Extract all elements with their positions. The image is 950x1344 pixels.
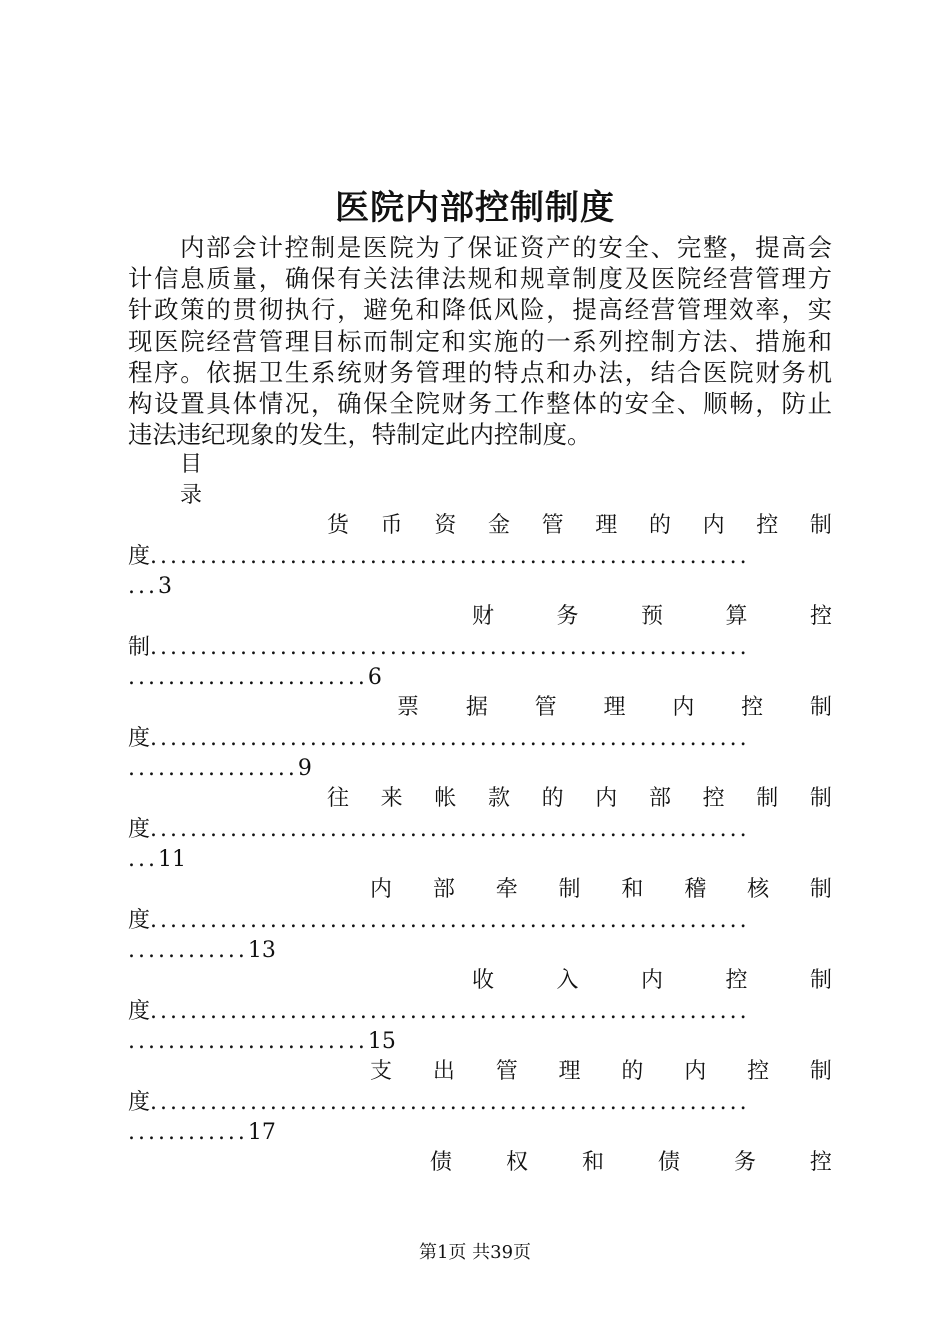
page-footer: 第1页 共39页 — [418, 1242, 532, 1263]
toc-page-number: 11 — [157, 847, 186, 872]
toc-entry-title: 支 出 管 理 的 内 控 制 — [370, 1059, 832, 1084]
toc-entry-leader: 度............................................................ — [128, 544, 750, 569]
intro-line: 违法违纪现象的发生，特制定此内控制度。 — [128, 420, 592, 450]
toc-entry-last-char: 度 — [128, 726, 151, 751]
document-title: 医院内部控制制度 — [335, 188, 615, 228]
toc-entry-leader: 度............................................................ — [128, 999, 750, 1024]
toc-entry-page: ...3 — [128, 574, 172, 599]
toc-entry-page: ............17 — [128, 1120, 276, 1145]
intro-line: 计信息质量，确保有关法律法规和规章制度及医院经营管理方 — [128, 264, 832, 294]
toc-entry-title: 票 据 管 理 内 控 制 — [397, 695, 832, 720]
toc-entry-title: 货 币 资 金 管 理 的 内 控 制 — [327, 513, 832, 538]
toc-entry[interactable] — [128, 1147, 832, 1238]
toc-entry-page: ........................15 — [128, 1029, 396, 1054]
toc-entry-leader: 度............................................................ — [128, 817, 750, 842]
toc-heading-char: 录 — [180, 483, 203, 508]
toc-entry-leader: 度............................................................ — [128, 908, 750, 933]
toc-entry-last-char: 度 — [128, 908, 151, 933]
toc-entry[interactable] — [128, 692, 832, 783]
toc-page-number: 15 — [367, 1029, 396, 1054]
toc-page-number: 13 — [247, 938, 276, 963]
toc-entry-last-char: 度 — [128, 1090, 151, 1115]
toc-entry-page: ........................6 — [128, 665, 382, 690]
toc-entry-page: ............13 — [128, 938, 276, 963]
toc-page-number: 6 — [367, 665, 382, 690]
toc-entry-title: 往 来 帐 款 的 内 部 控 制 制 — [327, 786, 832, 811]
intro-line: 现医院经营管理目标而制定和实施的一系列控制方法、措施和 — [128, 326, 832, 356]
toc-entry-last-char: 度 — [128, 544, 151, 569]
toc-heading-char: 目 — [180, 452, 203, 477]
intro-line: 内部会计控制是医院为了保证资产的安全、完整，提高会 — [180, 233, 832, 262]
toc-page-number: 3 — [157, 574, 172, 599]
toc-page-number: 17 — [247, 1120, 276, 1145]
toc-entry-page: .................9 — [128, 756, 312, 781]
toc-entry-last-char: 制 — [128, 635, 151, 660]
toc-entry[interactable] — [128, 783, 832, 874]
toc-entry-last-char: 度 — [128, 817, 151, 842]
intro-paragraph — [128, 232, 832, 450]
toc-entry-leader: 度............................................................ — [128, 726, 750, 751]
toc-entry-title: 财 务 预 算 控 — [472, 604, 832, 629]
intro-line: 程序。依据卫生系统财务管理的特点和办法，结合医院财务机 — [128, 357, 832, 387]
table-of-contents — [128, 510, 832, 1238]
intro-line: 针政策的贯彻执行，避免和降低风险，提高经营管理效率，实 — [128, 295, 832, 325]
toc-entry[interactable] — [128, 965, 832, 1056]
toc-page-number: 9 — [297, 756, 312, 781]
toc-entry[interactable] — [128, 874, 832, 965]
toc-entry[interactable] — [128, 1056, 832, 1147]
toc-entry-leader: 度............................................................ — [128, 1090, 750, 1115]
toc-entry-page: ...11 — [128, 847, 186, 872]
toc-entry-leader: 制............................................................ — [128, 635, 750, 660]
toc-entry-title: 内 部 牵 制 和 稽 核 制 — [370, 877, 832, 902]
toc-entry-title: 收 入 内 控 制 — [472, 968, 832, 993]
intro-line: 构设置具体情况，确保全院财务工作整体的安全、顺畅，防止 — [128, 389, 832, 419]
toc-entry-title: 债 权 和 债 务 控 — [430, 1150, 832, 1175]
toc-entry-last-char: 度 — [128, 999, 151, 1024]
toc-entry[interactable] — [128, 601, 832, 692]
toc-entry[interactable] — [128, 510, 832, 601]
